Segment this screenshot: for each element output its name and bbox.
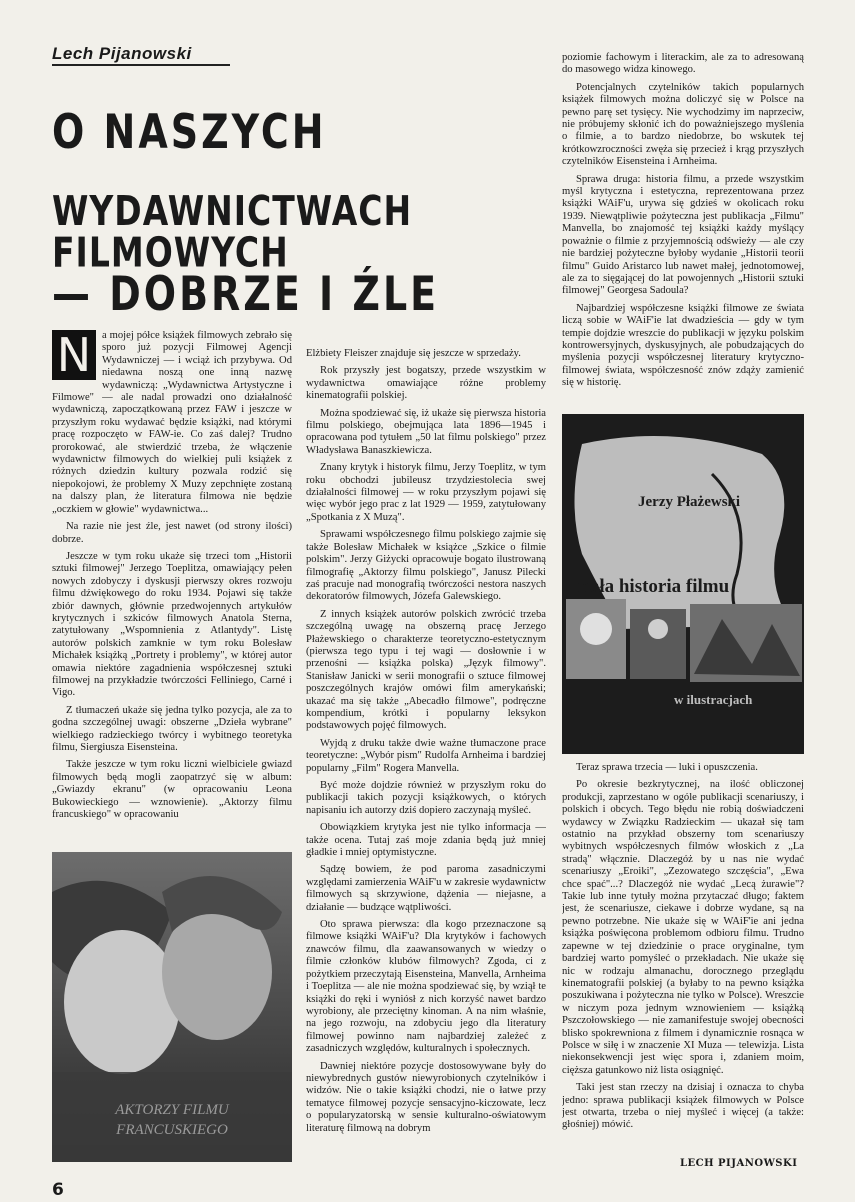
book-cover-mala-historia-filmu: [562, 414, 804, 754]
byline-rule: [52, 64, 230, 66]
cover-subtitle: w ilustracjach: [674, 692, 753, 707]
paragraph: Sprawami współczesnego filmu polskiego zajmie się także Bolesław Michałek w książce „Szkice o filmie polskim". Jerzy Giżycki opracowuje bogato ilustrowaną filmografię „Aktorzy filmu polskiego", Janusz Pilecki zaś pracuje nad monografią twórczości nestora naszych dekoratorów filmowych, Józefa Galewskiego.: [306, 529, 546, 603]
book-cover-aktorzy-filmu-francuskiego: [52, 852, 292, 1162]
paragraph: Elżbiety Fleiszer znajduje się jeszcze w sprzedaży.: [306, 348, 521, 359]
paragraph: Na razie nie jest źle, jest nawet (od strony ilości) dobrze.: [52, 521, 292, 545]
paragraph: Być może dojdzie również w przyszłym roku do publikacji takich pozycji książkowych, o których napisaniu ich autorzy dziś dopiero zaczynają myśleć.: [306, 780, 546, 816]
paragraph: Rok przyszły jest bogatszy, przede wszystkim w wydawnictwa omawiające różne problemy kinematografii polskiej.: [306, 365, 546, 402]
paragraph: Obowiązkiem krytyka jest nie tylko informacja — także ocena. Tutaj zaś moje zdania będą już mniej gładkie i mniej optymistyczne.: [306, 822, 546, 859]
paragraph: Można spodziewać się, iż ukaże się pierwsza historia filmu polskiego, obejmująca lata 1896—1945 i opracowana pod tytułem „50 lat filmu polskiego" przez Władysława Banaszkiewicza.: [306, 407, 546, 456]
column-3-bottom: [562, 762, 804, 1152]
author-signature: LECH PIJANOWSKI: [680, 1158, 798, 1169]
paragraph: Dawniej niektóre pozycje dostosowywane były do niewybrednych gustów niewyrobionych czytelników i widzów. Nie o takie książki chodzi, nie o łatwe przy tematyce filmowej pozycje sensacyjno-kiczowate, lecz o popularyzatorską w sensie kulturalno-oświatowym literaturę filmową na dobrym: [306, 1060, 546, 1134]
headline-line-1: O NASZYCH: [52, 104, 327, 160]
paragraph: Także jeszcze w tym roku liczni wielbiciele gwiazd filmowych będą mogli zaopatrzyć się w album: „Gwiazdy ekranu" (w opracowaniu Leona Bukowieckiego — wznowienie). „Aktorzy filmu francuskiego" w opracowaniu: [52, 759, 292, 821]
cover-author: Jerzy Płażewski: [638, 494, 741, 510]
column-2: [306, 348, 546, 1170]
author-byline: Lech Pijanowski: [52, 44, 192, 63]
paragraph-text: a mojej półce książek filmowych zebrało się sporo już pozycji Filmowej Agencji Wydawniczej — i wciąż ich przybywa. Od niedawna noszą one inną nazwę wydawniczą: „Wydawnictwa Artystyczne i Filmowe" — ale nadal prowadzi ono działalność wydawniczą, zapoczątkowaną przez FAW i jeszcze w przyszłym roku wydawać będzie książki, nad którymi pracę rozpoczęto w FAW-ie. Co zaś dalej? Trudno prorokować, ale stwierdzić trzeba, że włączenie wydawnictw filmowych do wielkiej puli książek z różnych dziedzin kultury pozwala rodzić się niepokojowi, że problemy X Muzy zepchnięte zostaną na dalszy plan, że literatura filmowa nie będzie „oczkiem w głowie" wydawnictwa...: [52, 330, 292, 515]
cover-title: mała historia filmu: [574, 576, 730, 597]
paragraph: Teraz sprawa trzecia — luki i opuszczenia.: [576, 762, 758, 773]
drop-cap: N: [52, 330, 96, 380]
column-3-top: [562, 52, 804, 408]
cover-photo: [52, 852, 292, 1162]
paragraph: Po okresie bezkrytycznej, na ilość obliczonej produkcji, zaprzestano w ogóle publikacji scenariuszy, i polskich i obcych. Tego błędu nie robią doświadczeni wydawcy w Związku Radzieckim — ukazał się tam ostatnio na przykład obszerny tom scenariuszy wybitnych współczesnych filmów włoskich z „La stradą" włącznie. Dlaczegóż by u nas nie wydać scenariuszy „Eroiki", „Zezowatego szczęścia", „Ewa chce spać"...? Dlaczegóż nie wydać „Lecą żurawie"? Takie lub inne tytuły można przytaczać długo; faktem jest, że scenariusze, ciekawe i dobrze wydane, są na pewno potrzebne. Nie ukaże się w WAiF'ie ani jedna książka poświęcona problemom odbioru filmu. Trudno zapewne w tej dziedzinie o prace oryginalne, tym bardziej warto pomyśleć o przekładach. Nie ukaże się nic w rodzaju almanachu, dorocznego przeglądu kinematografii polskiej (a byłaby to na pewno książka poszukiwana i pożyteczna nie tylko w Polsce). Wreszcie w niczym poza jednym wznowieniem — książką Pszczołowskiego — nie zamanifestuje swojej obecności blisko spokrewniona z filmem i dynamicznie rosnąca w Polsce w siłę i w znaczenie XI Muza — telewizja. Lista niekonsekwencji jest więc spora i, zdaniem moim, cięższa gatunkowo niż lista osiągnięć.: [562, 779, 804, 1076]
cover-title-line-1: AKTORZY FILMU: [115, 1102, 229, 1118]
paragraph: Znany krytyk i historyk filmu, Jerzy Toeplitz, w tym roku obchodzi jubileusz trzydziestolecia swej działalności filmowej — w roku przyszłym pojawi się więc wybór jego prac z lat 1929 — 1959, zatytułowany „Spotkania z X Muzą".: [306, 462, 546, 523]
paragraph: Jeszcze w tym roku ukaże się trzeci tom „Historii sztuki filmowej" Jerzego Toeplitza, omawiający pełen nowych zdobyczy i dyskusji pierwszy okres rozwoju filmu dźwiękowego do roku 1934. Pojawi się także zbiór dawnych, głównie przedwojennych artykułów krytycznych i szkiców filmowych Anatola Sterna, zatytułowany „Wspomnienia z Atlantydy". Listę autorów polskich zamknie w tym roku Bolesław Michałek książką „Portrety i problemy", w której autor omawia niektóre zagadnienia współczesnej sztuki filmowej na przykładzie twórczości Felliniego, Carné i Vigo.: [52, 550, 292, 699]
paragraph: Z tłumaczeń ukaże się jedna tylko pozycja, ale za to godna szczególnej uwagi: obszerne „Dzieła wybrane" wielkiego radzieckiego twórcy i wybitnego teoretyka filmu, Siergiusza Eisensteina.: [52, 704, 292, 753]
paragraph: Z innych książek autorów polskich zwrócić trzeba szczególną uwagę na obszerną pracę Jerzego Płażewskiego o charakterze teoretyczno-estetycznym (pierwsza tego typu i tej wagi — dosłownie i w przenośni — książka polska) „Język filmowy". Stanisław Janicki w serii monografii o sztuce filmowej poszczególnych krajów omówi film amerykański; ukazać ma się także „Abecadło filmowe", podręczne kompendium, krótki i popularny leksykon podstawowych pojęć filmowych.: [306, 608, 546, 732]
lead-paragraph: [52, 330, 292, 516]
paragraph: Najbardziej współczesne książki filmowe ze świata liczą sobie w WAiF'ie lat dwadzieścia — gdy w tym tempie dojdzie wreszcie do publikacji w języku polskim kontrowersyjnych, dyskusyjnych, ale pobudzających do myślenia pozycji współczesnej literatury krytyczno-filmowej świata, współczesność znów zdąży zamienić się w historię.: [562, 302, 804, 389]
paragraph: Sądzę bowiem, że pod paroma zasadniczymi względami zamierzenia WAiF'u w zakresie wydawnictw filmowych są skrzywione, dążenia — niejasne, a działanie — budzące wątpliwości.: [306, 864, 546, 913]
cover-artwork: [562, 414, 804, 754]
cover-title-line-2: FRANCUSKIEGO: [116, 1122, 228, 1138]
paragraph: Taki jest stan rzeczy na dzisiaj i oznacza to chyba jedno: sprawa publikacji książek filmowych w Polsce jest otwarta, trzeba o niej myśleć i więcej (a także: głośniej) mówić.: [562, 1082, 804, 1131]
column-1: [52, 330, 292, 848]
woman-face: [64, 930, 180, 1074]
page-number: 6: [52, 1180, 64, 1200]
paragraph: poziomie fachowym i literackim, ale za to adresowaną do masowego widza kinowego.: [562, 52, 804, 76]
paragraph: Potencjalnych czytelników takich popularnych książek filmowych można doliczyć się w Polsce na pewno parę set tysięcy. Nie wychodzimy im naprzeciw, nie próbujemy skłonić ich do poważniejszego myślenia o filmie, a to bardzo niedobrze, bo wskutek tej krótkowzroczności zwęża się przecież i krąg przyszłych czytelników Eisensteina i Arnheima.: [562, 81, 804, 168]
paragraph: Sprawa druga: historia filmu, a przede wszystkim myśl krytyczna i estetyczna, reprezentowana przez książki WAiF'u, urywa się gdzieś w okolicach roku 1939. Niewątpliwie pożyteczna jest publikacja „Filmu" Manvella, bo znajomość tej książki każdy myślący poważnie o filmie z przyjemnością odświeży — ale czy nie bardziej pożyteczne byłoby wydanie „Historii teorii filmu" Guido Aristarco lub nawet małej, jednotomowej, ale za to sięgającej do lat powojennych „Historii sztuki filmowej" Georgesa Sadoula?: [562, 173, 804, 297]
paragraph: Oto sprawa pierwsza: dla kogo przeznaczone są filmowe książki WAiF'u? Dla krytyków i fachowych znawców filmu, dla zaawansowanych w wiedzy o filmie członków klubów filmowych? Zgoda, ci z pożytkiem przeczytają Eisensteina, Manvella, Arnheima i Toeplitza — ale nie można spodziewać się, by wziął te książki do ręki i wyniósł z nich korzyść nawet bardzo wyrobiony, ale przeciętny kinoman. A na nim właśnie, na jego rozwoju, na zdobyciu jego dla literatury filmowej powinno nam najbardziej zależeć z zasadniczych względów, kulturalnych i społecznych.: [306, 919, 546, 1055]
headline-line-3: — DOBRZE I ŹLE: [52, 266, 440, 322]
paragraph: Wyjdą z druku także dwie ważne tłumaczone prace teoretyczne: „Wybór pism" Rudolfa Arnheima i bardziej popularny „Film" Rogera Manvella.: [306, 737, 546, 774]
headline-line-2: WYDAWNICTWACH FILMOWYCH: [52, 186, 413, 277]
